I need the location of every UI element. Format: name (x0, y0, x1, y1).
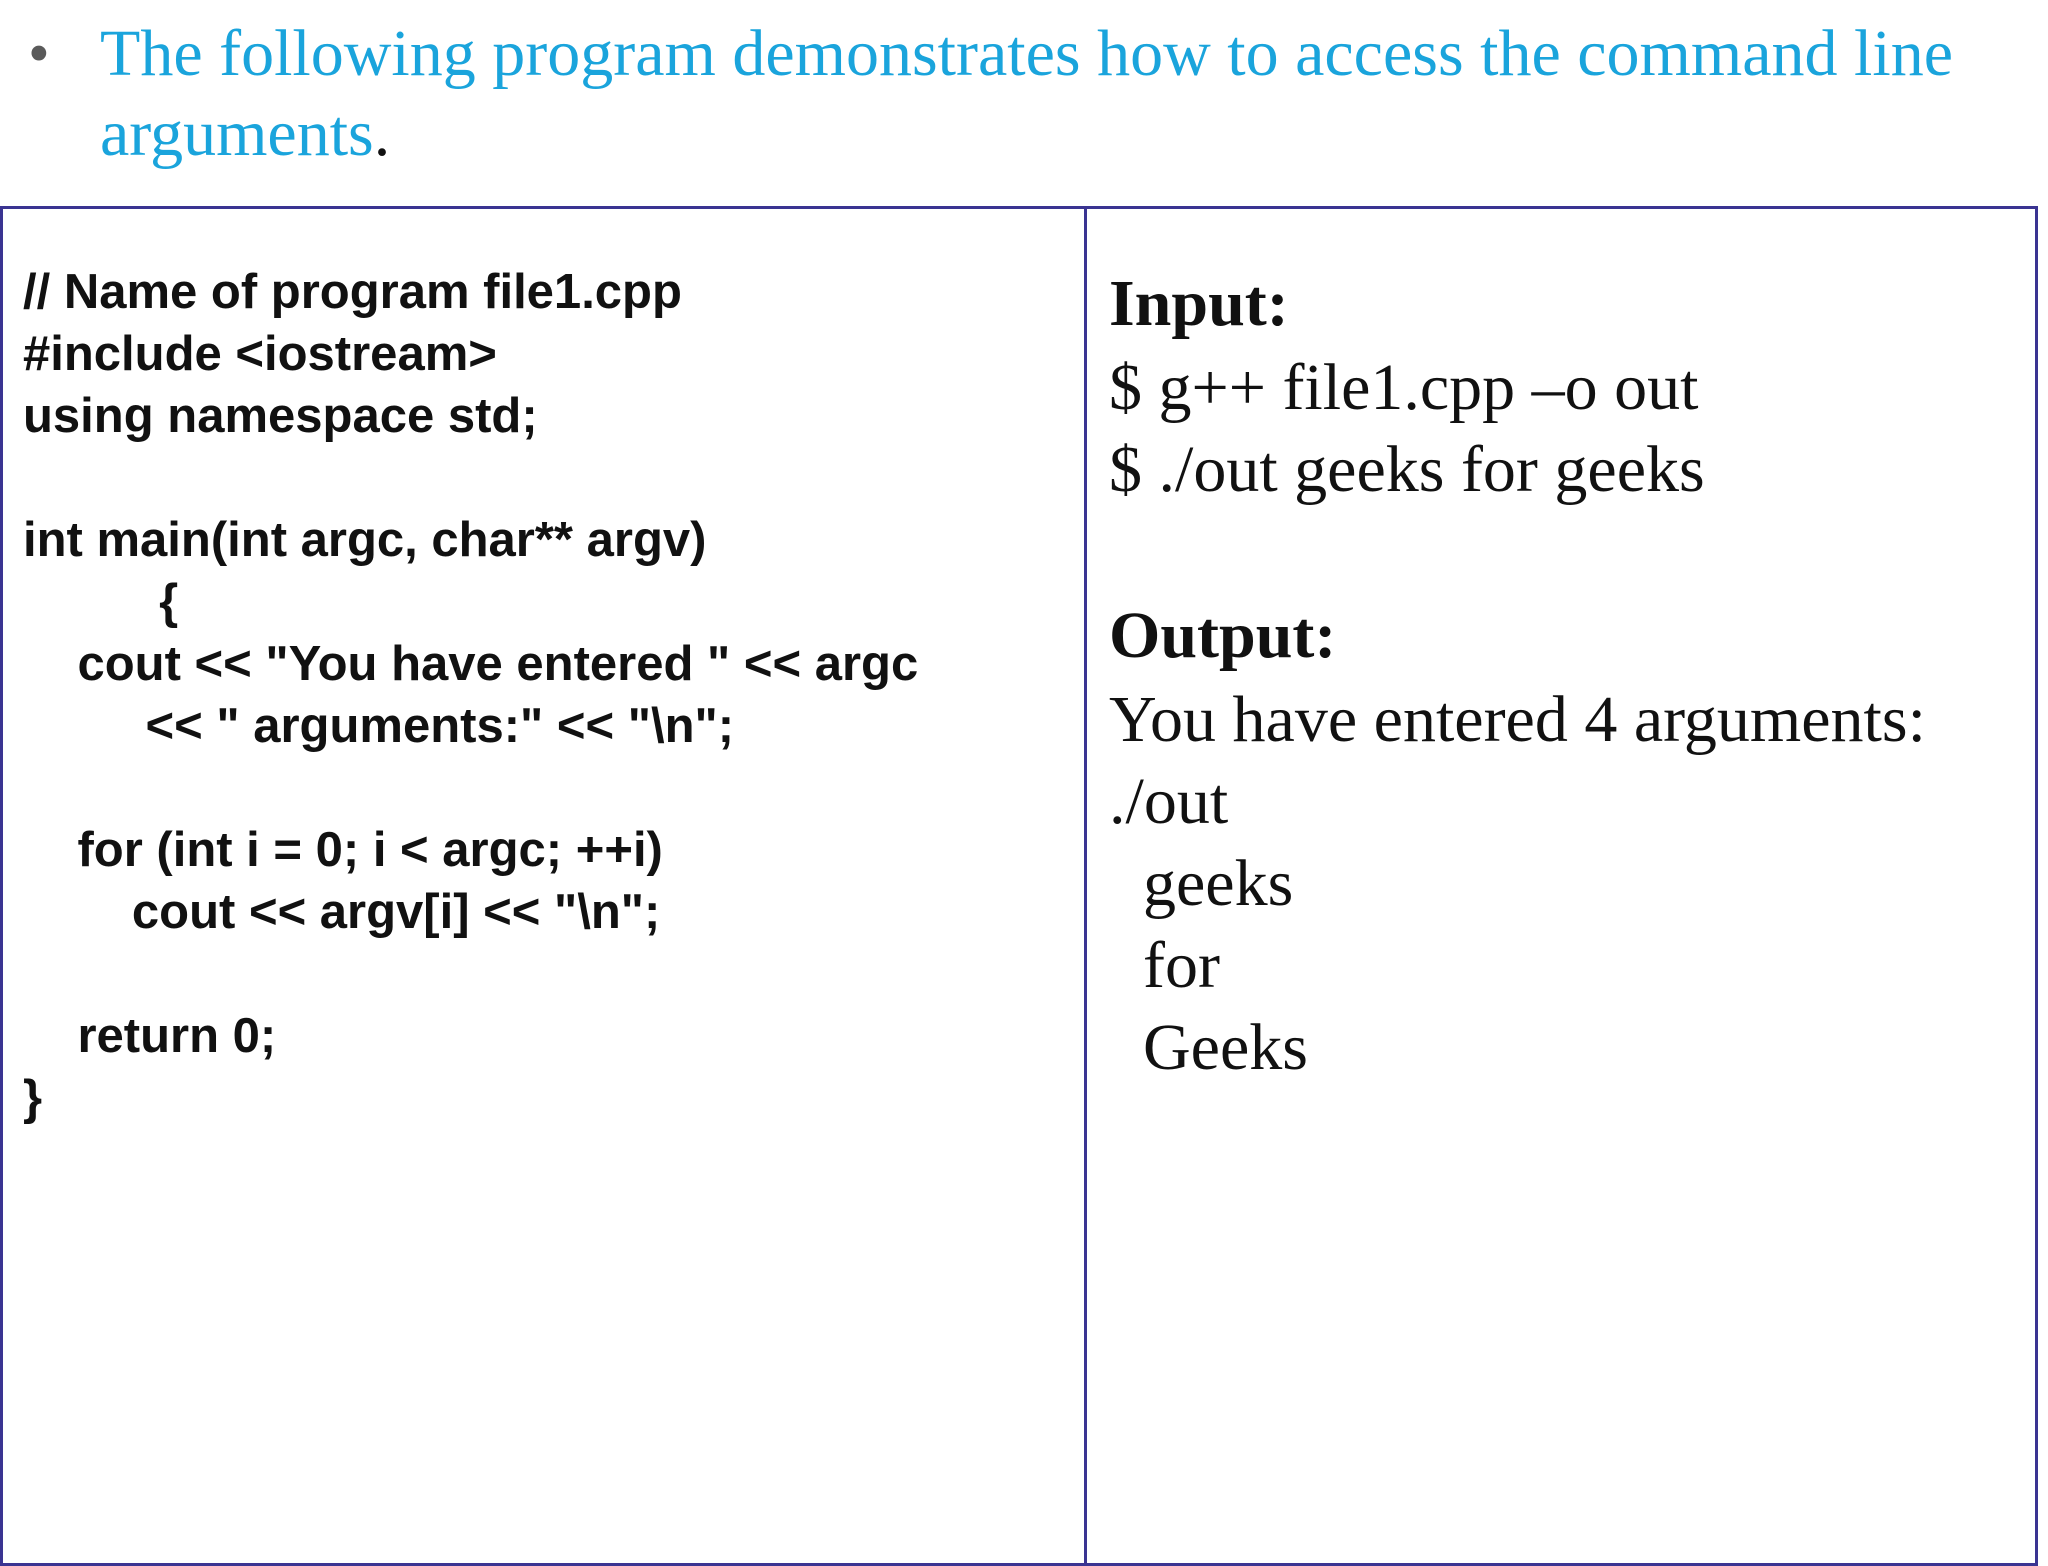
code-line: for (int i = 0; i < argc; ++i) (23, 823, 663, 877)
code-line: << " arguments:" << "\n"; (23, 699, 735, 753)
output-line: for (1143, 929, 1220, 1002)
output-line: You have entered 4 arguments: (1109, 683, 1926, 756)
code-line: using namespace std; (23, 389, 538, 443)
io-panel (1084, 206, 2038, 1566)
output-line: geeks (1143, 847, 1294, 920)
code-line: cout << "You have entered " << argc (23, 637, 919, 691)
heading-text (100, 14, 2040, 174)
slide-heading (0, 0, 2048, 200)
code-line (23, 943, 918, 1005)
output-line: Geeks (1143, 1011, 1308, 1084)
code-panel (0, 206, 1087, 1566)
code-line: return 0; (23, 1009, 277, 1063)
code-block (23, 261, 918, 1129)
heading-line-2-text: arguments (100, 97, 374, 170)
heading-line-1: The following program demonstrates how to access the command line (100, 17, 1953, 90)
code-line: int main(int argc, char** argv) (23, 513, 707, 567)
code-line: } (23, 1071, 43, 1125)
input-line: $ ./out geeks for geeks (1109, 433, 1705, 506)
code-line (23, 757, 918, 819)
heading-period: . (373, 97, 391, 170)
code-line: cout << argv[i] << "\n"; (23, 885, 661, 939)
code-line: { (23, 575, 179, 629)
io-block (1109, 261, 1926, 1089)
bullet-icon: • (28, 20, 50, 88)
code-line: #include <iostream> (23, 327, 497, 381)
code-line (23, 447, 918, 509)
input-label: Input: (1109, 267, 1289, 340)
spacer (1109, 511, 1926, 593)
heading-line-2 (100, 94, 2040, 174)
input-line: $ g++ file1.cpp –o out (1109, 351, 1699, 424)
output-line: ./out (1109, 765, 1229, 838)
output-label: Output: (1109, 599, 1337, 672)
code-line: // Name of program file1.cpp (23, 265, 682, 319)
